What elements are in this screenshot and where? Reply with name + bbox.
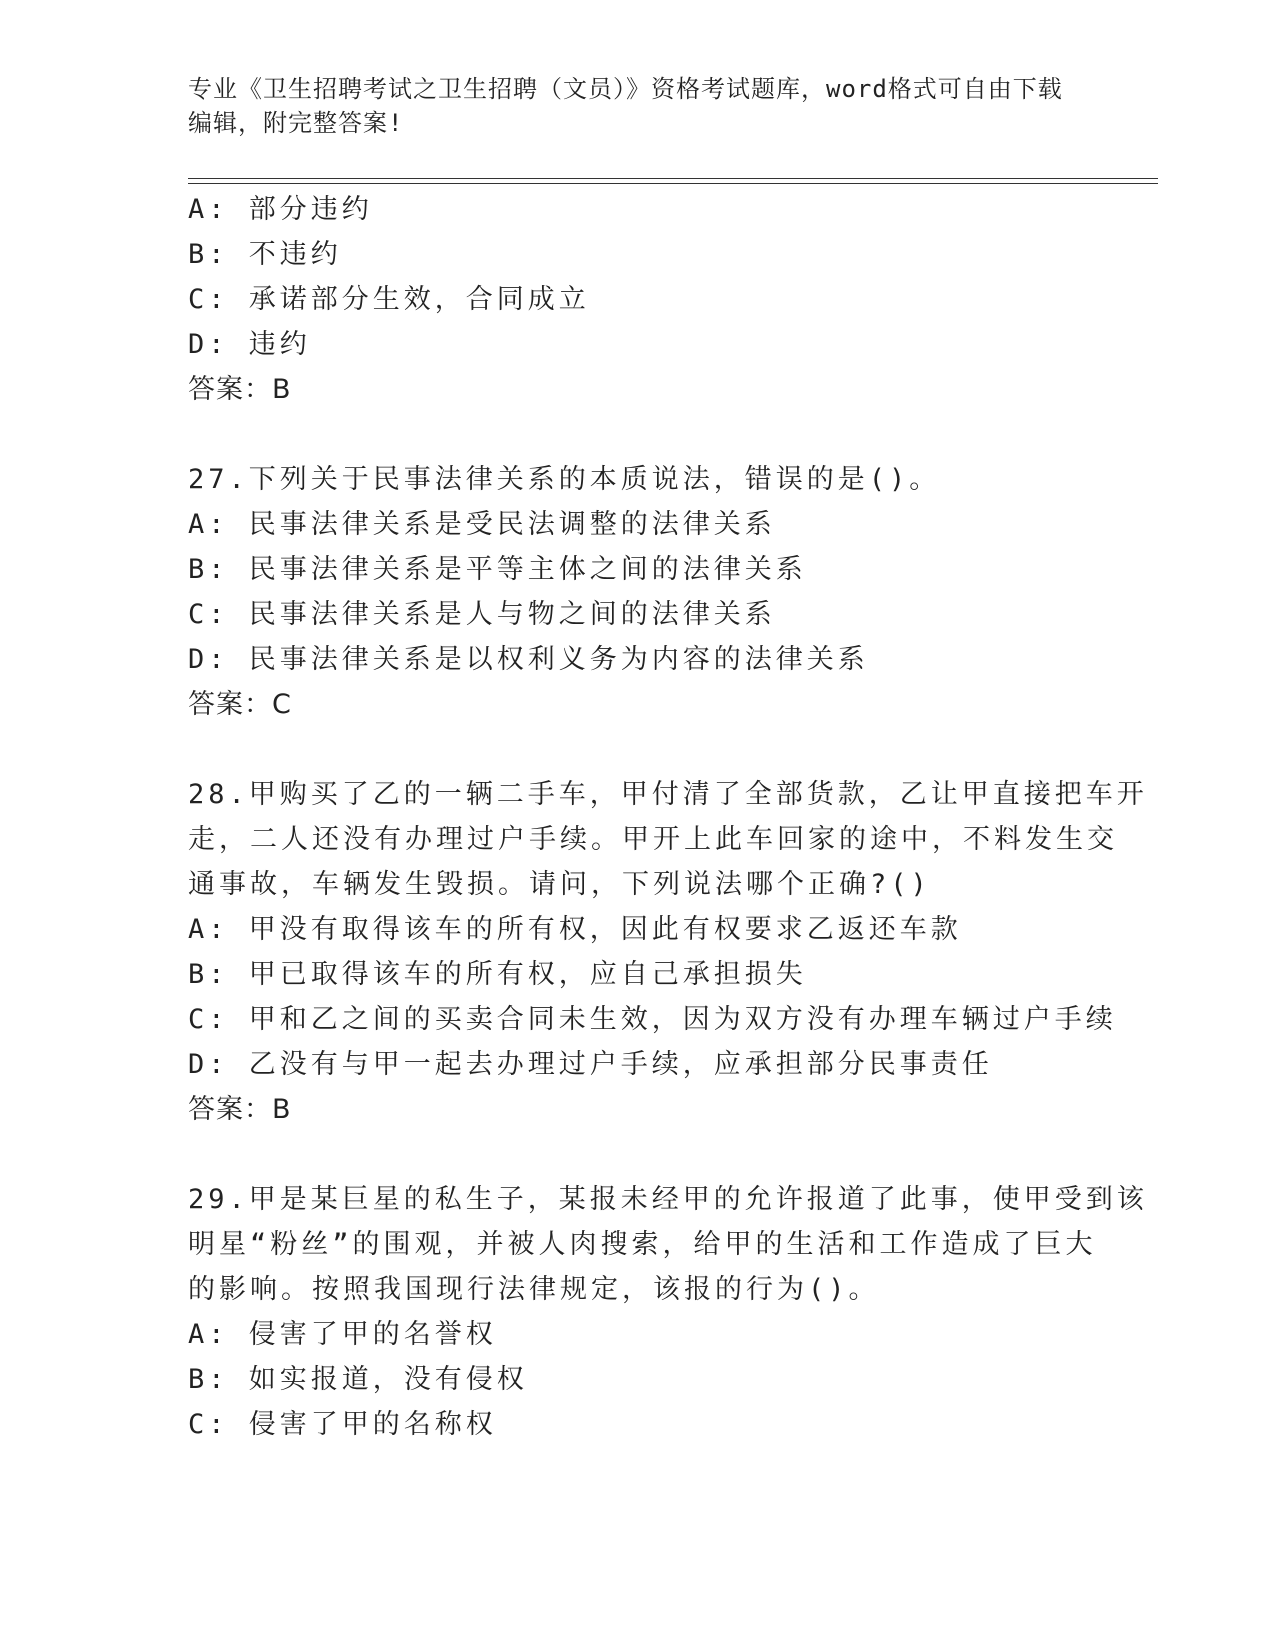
- header-line-2: 编辑，附完整答案!: [188, 109, 404, 137]
- q28-answer: 答案：B: [188, 1094, 292, 1125]
- q27-option-b: B: 民事法律关系是平等主体之间的法律关系: [188, 554, 807, 585]
- document-header: [188, 72, 1088, 140]
- q28-option-d: D: 乙没有与甲一起去办理过户手续，应承担部分民事责任: [188, 1049, 993, 1080]
- header-divider-bottom: [188, 183, 1158, 184]
- header-line-1: 专业《卫生招聘考试之卫生招聘（文员）》资格考试题库，word格式可自由下载: [188, 75, 1063, 103]
- q26-option-b: B: 不违约: [188, 239, 342, 270]
- q27-option-d: D: 民事法律关系是以权利义务为内容的法律关系: [188, 644, 869, 675]
- q27-stem: 27.下列关于民事法律关系的本质说法，错误的是()。: [188, 464, 941, 495]
- q29-option-c: C: 侵害了甲的名称权: [188, 1409, 497, 1440]
- q26-option-a: A: 部分违约: [188, 194, 373, 225]
- q27-answer: 答案：C: [188, 689, 292, 720]
- q29-stem-line-1: 29.甲是某巨星的私生子，某报未经甲的允许报道了此事，使甲受到该: [188, 1184, 1148, 1215]
- q28-option-b: B: 甲已取得该车的所有权，应自己承担损失: [188, 959, 807, 990]
- q28-stem-line-2: 走，二人还没有办理过户手续。甲开上此车回家的途中，不料发生交: [188, 824, 1118, 855]
- q27-option-c: C: 民事法律关系是人与物之间的法律关系: [188, 599, 776, 630]
- q26-answer: 答案：B: [188, 374, 292, 405]
- q28-option-c: C: 甲和乙之间的买卖合同未生效，因为双方没有办理车辆过户手续: [188, 1004, 1117, 1035]
- q26-option-c: C: 承诺部分生效，合同成立: [188, 284, 590, 315]
- q28-option-a: A: 甲没有取得该车的所有权，因此有权要求乙返还车款: [188, 914, 962, 945]
- q29-stem-line-2: 明星“粉丝”的围观，并被人肉搜索，给甲的生活和工作造成了巨大: [188, 1229, 1097, 1260]
- q28-stem-line-3: 通事故，车辆发生毁损。请问，下列说法哪个正确?(): [188, 869, 931, 900]
- q29-stem-line-3: 的影响。按照我国现行法律规定，该报的行为()。: [188, 1274, 880, 1305]
- header-divider-top: [188, 178, 1158, 179]
- q29-option-b: B: 如实报道，没有侵权: [188, 1364, 528, 1395]
- q29-option-a: A: 侵害了甲的名誉权: [188, 1319, 497, 1350]
- q28-stem-line-1: 28.甲购买了乙的一辆二手车，甲付清了全部货款，乙让甲直接把车开: [188, 779, 1148, 810]
- q27-option-a: A: 民事法律关系是受民法调整的法律关系: [188, 509, 776, 540]
- q26-option-d: D: 违约: [188, 329, 311, 360]
